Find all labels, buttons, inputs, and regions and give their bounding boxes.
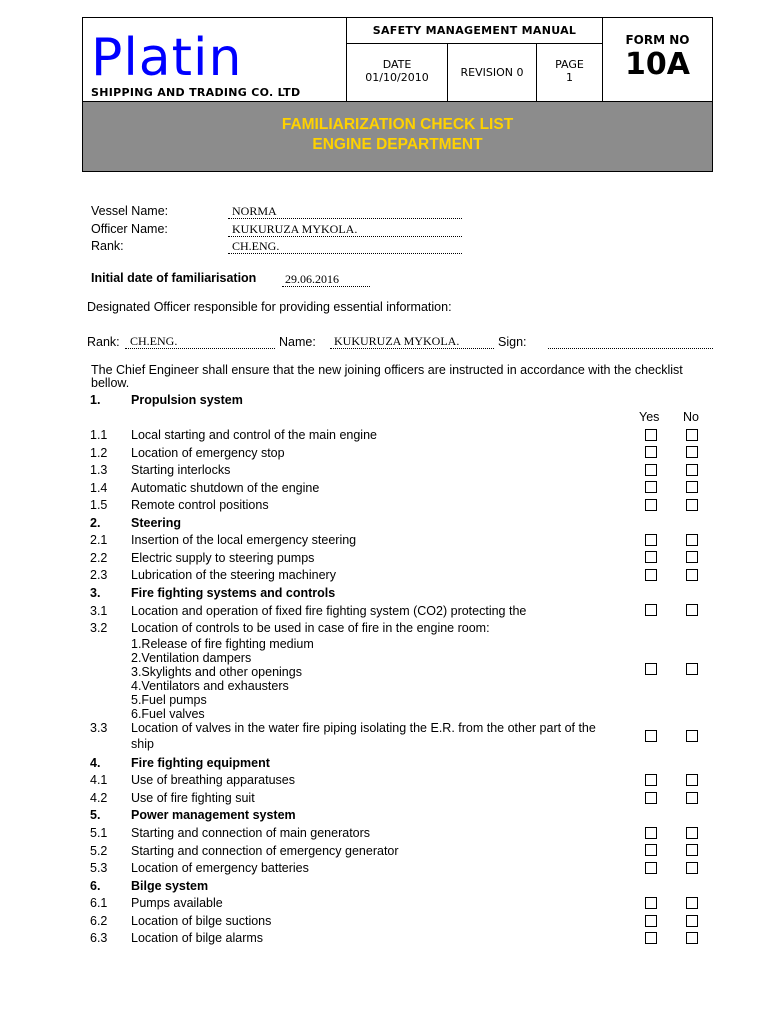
company-block: [83, 18, 347, 101]
checklist-item-number: 1.1: [90, 428, 108, 442]
checklist-item-number: 2.: [90, 516, 101, 530]
title-line-2: ENGINE DEPARTMENT: [312, 136, 483, 153]
yes-checkbox[interactable]: [645, 932, 657, 944]
checklist-item-number: 6.2: [90, 914, 108, 928]
checklist-item-text: 5.Fuel pumps: [131, 693, 207, 707]
revision-cell: REVISION 0: [448, 44, 537, 101]
title-line-1: FAMILIARIZATION CHECK LIST: [281, 116, 514, 133]
page-cell: [537, 44, 603, 101]
checklist-item-number: 1.: [90, 393, 101, 407]
yes-checkbox[interactable]: [645, 915, 657, 927]
no-checkbox[interactable]: [686, 862, 698, 874]
checklist-section-title: Power management system: [131, 808, 296, 822]
checklist-section-title: Fire fighting systems and controls: [131, 586, 336, 600]
checklist-item-text: Location of bilge suctions: [131, 914, 272, 928]
checklist-item-text: 3.Skylights and other openings: [131, 665, 302, 679]
vessel-name-label: Vessel Name:: [91, 204, 169, 218]
checklist-item-number: 2.1: [90, 533, 108, 547]
checklist-item-number: 5.1: [90, 826, 108, 840]
checklist-item-number: 3.: [90, 586, 101, 600]
officer-name-line: [228, 236, 462, 237]
checklist-item-number: 5.: [90, 808, 101, 822]
form-number: 10A: [625, 47, 690, 82]
checklist-item-text: ship: [131, 737, 154, 751]
designated-officer-text: Designated Officer responsible for providing essential information:: [87, 300, 452, 314]
checklist-item-text: Starting and connection of emergency generator: [131, 844, 399, 858]
vessel-name-value[interactable]: NORMA: [232, 204, 277, 218]
checklist-item-text: Location of bilge alarms: [131, 931, 264, 945]
yes-checkbox[interactable]: [645, 862, 657, 874]
designated-rank-line: [125, 348, 275, 349]
yes-checkbox[interactable]: [645, 481, 657, 493]
checklist-item-text: Local starting and control of the main engine: [131, 428, 377, 442]
designated-rank-value[interactable]: CH.ENG.: [130, 334, 178, 348]
rank-line: [228, 253, 462, 254]
yes-checkbox[interactable]: [645, 827, 657, 839]
yes-checkbox[interactable]: [645, 730, 657, 742]
date-label: DATE: [382, 58, 412, 71]
no-checkbox[interactable]: [686, 792, 698, 804]
checklist-item-number: 4.: [90, 756, 101, 770]
checklist-item-text: 6.Fuel valves: [131, 707, 205, 721]
yes-column-header: Yes: [639, 410, 660, 424]
no-checkbox[interactable]: [686, 429, 698, 441]
designated-name-label: Name:: [279, 335, 316, 349]
yes-checkbox[interactable]: [645, 792, 657, 804]
no-checkbox[interactable]: [686, 827, 698, 839]
yes-checkbox[interactable]: [645, 534, 657, 546]
checklist-item-text: Automatic shutdown of the engine: [131, 481, 320, 495]
checklist-item-text: Lubrication of the steering machinery: [131, 568, 336, 582]
checklist-item-text: 1.Release of fire fighting medium: [131, 637, 314, 651]
checklist-item-text: Use of fire fighting suit: [131, 791, 255, 805]
yes-checkbox[interactable]: [645, 499, 657, 511]
yes-checkbox[interactable]: [645, 551, 657, 563]
yes-checkbox[interactable]: [645, 897, 657, 909]
checklist-item-text: Location and operation of fixed fire fighting system (CO2) protecting the: [131, 604, 527, 618]
yes-checkbox[interactable]: [645, 429, 657, 441]
checklist-section-title: Propulsion system: [131, 393, 243, 407]
initial-date-label: Initial date of familiarisation: [91, 271, 257, 285]
checklist-item-number: 6.1: [90, 896, 108, 910]
checklist-item-number: 2.3: [90, 568, 108, 582]
yes-checkbox[interactable]: [645, 446, 657, 458]
yes-checkbox[interactable]: [645, 844, 657, 856]
no-column-header: No: [683, 410, 699, 424]
no-checkbox[interactable]: [686, 663, 698, 675]
no-checkbox[interactable]: [686, 551, 698, 563]
no-checkbox[interactable]: [686, 604, 698, 616]
designated-sign-line[interactable]: [548, 348, 713, 349]
rank-value[interactable]: CH.ENG.: [232, 239, 280, 253]
designated-name-value[interactable]: KUKURUZA MYKOLA.: [334, 334, 460, 348]
checklist-item-text: Pumps available: [131, 896, 223, 910]
intro-line-2: bellow.: [91, 376, 130, 390]
checklist-item-number: 2.2: [90, 551, 108, 565]
no-checkbox[interactable]: [686, 534, 698, 546]
yes-checkbox[interactable]: [645, 569, 657, 581]
checklist-item-number: 1.5: [90, 498, 108, 512]
date-value: 01/10/2010: [365, 71, 429, 84]
intro-paragraph: [91, 364, 721, 390]
checklist-item-number: 3.3: [90, 721, 108, 735]
no-checkbox[interactable]: [686, 915, 698, 927]
no-checkbox[interactable]: [686, 774, 698, 786]
manual-title: SAFETY MANAGEMENT MANUAL: [347, 18, 603, 44]
vessel-name-line: [228, 218, 462, 219]
checklist-item-number: 5.2: [90, 844, 108, 858]
no-checkbox[interactable]: [686, 464, 698, 476]
checklist-item-number: 3.1: [90, 604, 108, 618]
checklist-item-number: 1.2: [90, 446, 108, 460]
page-value: 1: [566, 71, 573, 84]
form-number-cell: [603, 18, 712, 101]
checklist-item-number: 5.3: [90, 861, 108, 875]
page-label: PAGE: [555, 58, 584, 71]
no-checkbox[interactable]: [686, 481, 698, 493]
officer-name-value[interactable]: KUKURUZA MYKOLA.: [232, 222, 358, 236]
checklist-section-title: Steering: [131, 516, 182, 530]
initial-date-line: [282, 286, 370, 287]
yes-checkbox[interactable]: [645, 604, 657, 616]
yes-checkbox[interactable]: [645, 774, 657, 786]
checklist-item-text: Insertion of the local emergency steering: [131, 533, 357, 547]
checklist-item-text: Starting interlocks: [131, 463, 231, 477]
designated-sign-label: Sign:: [498, 335, 527, 349]
checklist-item-text: Starting and connection of main generators: [131, 826, 371, 840]
no-checkbox[interactable]: [686, 932, 698, 944]
checklist-item-text: Use of breathing apparatuses: [131, 773, 295, 787]
checklist-item-number: 1.4: [90, 481, 108, 495]
checklist-item-number: 6.: [90, 879, 101, 893]
initial-date-value[interactable]: 29.06.2016: [285, 272, 339, 286]
no-checkbox[interactable]: [686, 897, 698, 909]
yes-checkbox[interactable]: [645, 663, 657, 675]
officer-name-label: Officer Name:: [91, 222, 168, 236]
checklist-item-number: 4.1: [90, 773, 108, 787]
checklist-section-title: Bilge system: [131, 879, 209, 893]
checklist-item-text: Location of valves in the water fire piping isolating the E.R. from the other part of the: [131, 721, 596, 735]
checklist-section-title: Fire fighting equipment: [131, 756, 270, 770]
checklist-item-number: 4.2: [90, 791, 108, 805]
yes-checkbox[interactable]: [645, 464, 657, 476]
no-checkbox[interactable]: [686, 569, 698, 581]
no-checkbox[interactable]: [686, 499, 698, 511]
document-title: [83, 101, 712, 171]
checklist-item-text: 2.Ventilation dampers: [131, 651, 252, 665]
checklist-item-text: Location of emergency batteries: [131, 861, 309, 875]
checklist-item-number: 3.2: [90, 621, 108, 635]
checklist-item-text: Location of emergency stop: [131, 446, 285, 460]
form-label: FORM NO: [625, 33, 690, 47]
intro-line-1: The Chief Engineer shall ensure that the new joining officers are instructed in accordance with the checklist: [91, 363, 683, 377]
checklist-item-text: Remote control positions: [131, 498, 269, 512]
checklist-item-number: 1.3: [90, 463, 108, 477]
designated-name-line: [330, 348, 494, 349]
date-cell: [347, 44, 448, 101]
company-logo: Platin: [91, 28, 243, 88]
designated-rank-label: Rank:: [87, 335, 120, 349]
checklist-item-number: 6.3: [90, 931, 108, 945]
no-checkbox[interactable]: [686, 730, 698, 742]
checklist-item-text: Electric supply to steering pumps: [131, 551, 315, 565]
no-checkbox[interactable]: [686, 844, 698, 856]
no-checkbox[interactable]: [686, 446, 698, 458]
form-header: [82, 17, 713, 172]
company-name: SHIPPING AND TRADING CO. LTD: [91, 86, 301, 99]
checklist-item-text: Location of controls to be used in case of fire in the engine room:: [131, 621, 490, 635]
rank-label: Rank:: [91, 239, 124, 253]
checklist-item-text: 4.Ventilators and exhausters: [131, 679, 289, 693]
